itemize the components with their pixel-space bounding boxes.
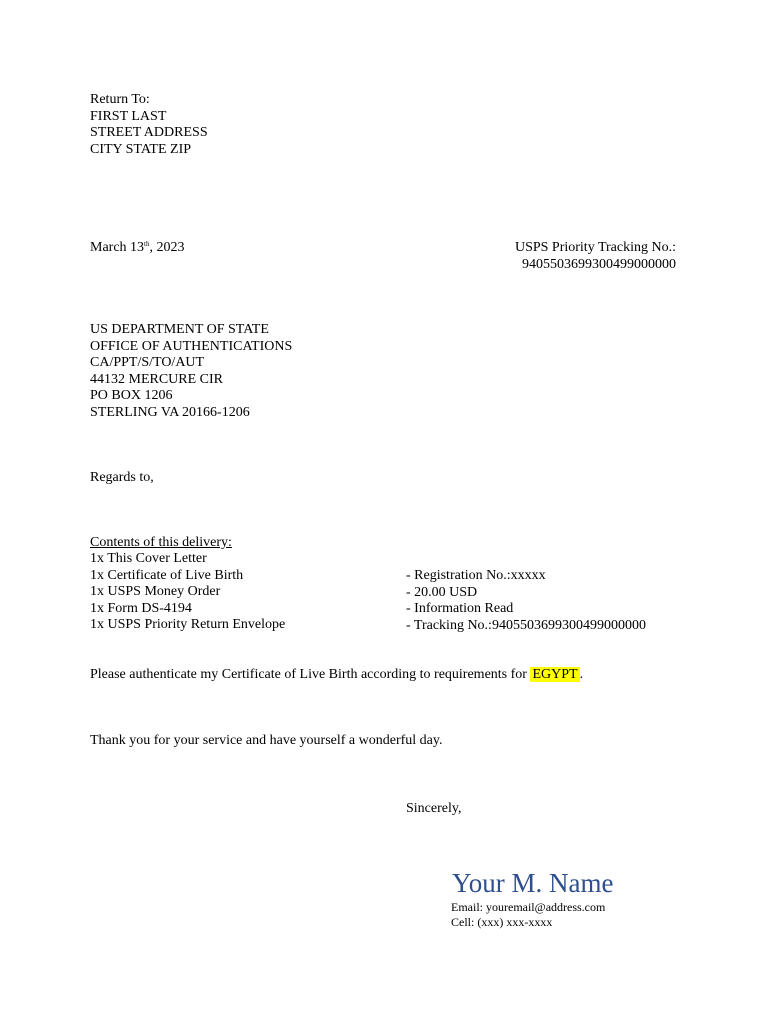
recipient-line-5: PO BOX 1206 <box>90 388 173 403</box>
contact-email: Email: youremail@address.com <box>451 900 606 914</box>
contents-item: 1x USPS Money Order <box>90 584 221 599</box>
return-name: FIRST LAST <box>90 108 167 124</box>
date-month-day: March 13 <box>90 240 145 255</box>
recipient-line-3: CA/PPT/S/TO/AUT <box>90 355 205 370</box>
recipient-line-1: US DEPARTMENT OF STATE <box>90 322 269 337</box>
country-highlight: EGYPT <box>532 667 578 682</box>
tracking-number: 9405503699300499000000 <box>522 256 676 272</box>
date-suffix: th <box>144 240 150 248</box>
recipient-line-6: STERLING VA 20166-1206 <box>90 404 250 420</box>
closing: Sincerely, <box>406 801 462 816</box>
signature-name: Your M. Name <box>452 868 614 898</box>
return-city-state-zip: CITY STATE ZIP <box>90 141 192 157</box>
contents-item: 1x Form DS-4194 <box>90 600 192 616</box>
contact-cell: Cell: (xxx) xxx-xxxx <box>451 915 553 929</box>
salutation: Regards to, <box>90 470 154 485</box>
contents-notes <box>406 568 646 634</box>
letter-date <box>90 240 185 257</box>
contents-note: - Information Read <box>406 601 514 616</box>
thanks-sentence: Thank you for your service and have yourself a wonderful day. <box>90 733 443 748</box>
contents-item: 1x This Cover Letter <box>90 551 207 566</box>
request-sentence <box>90 667 583 684</box>
contents-note: - Tracking No.:9405503699300499000000 <box>406 617 646 633</box>
contents-title: Contents of this delivery: <box>90 535 232 550</box>
return-to-label: Return To: <box>90 92 150 107</box>
contact-block <box>451 900 605 930</box>
recipient-line-4: 44132 MERCURE CIR <box>90 371 224 387</box>
contents-list <box>90 551 285 634</box>
request-text: Please authenticate my Certificate of Live Birth according to requirements for <box>90 667 531 682</box>
return-street: STREET ADDRESS <box>90 125 208 140</box>
contents-item: 1x USPS Priority Return Envelope <box>90 617 286 632</box>
recipient-address-block <box>90 322 292 421</box>
request-end: . <box>579 667 584 682</box>
tracking-block <box>500 240 676 273</box>
tracking-label: USPS Priority Tracking No.: <box>514 240 676 255</box>
return-address-block <box>90 92 208 158</box>
contents-note: - 20.00 USD <box>406 584 478 600</box>
contents-note: - Registration No.:xxxxx <box>406 568 546 583</box>
contents-item: 1x Certificate of Live Birth <box>90 567 244 583</box>
date-year: , 2023 <box>149 240 185 255</box>
recipient-line-2: OFFICE OF AUTHENTICATIONS <box>90 338 293 354</box>
